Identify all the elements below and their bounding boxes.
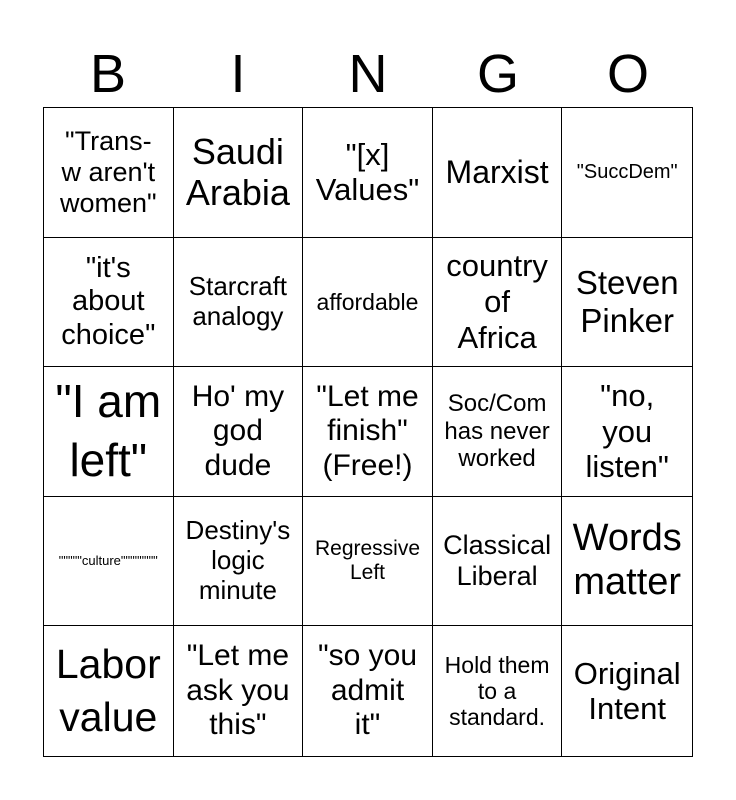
cell-text: Labor value bbox=[55, 640, 161, 741]
bingo-cell[interactable] bbox=[174, 497, 304, 627]
bingo-cell[interactable] bbox=[44, 626, 174, 756]
cell-text: Words matter bbox=[572, 517, 682, 604]
bingo-cell[interactable] bbox=[303, 497, 433, 627]
header-letter-n: N bbox=[348, 44, 388, 104]
bingo-cell[interactable] bbox=[174, 367, 304, 497]
cell-text: "it's about choice" bbox=[61, 251, 156, 351]
cell-text: "SuccDem" bbox=[576, 160, 678, 183]
cell-text: Soc/Com has never worked bbox=[444, 390, 550, 473]
cell-text: "Let me finish" (Free!) bbox=[316, 379, 419, 482]
bingo-cell[interactable] bbox=[433, 108, 563, 238]
bingo-cell[interactable] bbox=[303, 108, 433, 238]
bingo-cell[interactable] bbox=[303, 367, 433, 497]
bingo-cell[interactable] bbox=[44, 108, 174, 238]
cell-text: "no, you listen" bbox=[585, 378, 669, 485]
cell-text: "Let me ask you this" bbox=[186, 639, 290, 742]
bingo-cell[interactable] bbox=[562, 108, 692, 238]
bingo-cell[interactable] bbox=[433, 497, 563, 627]
cell-text: "[x] Values" bbox=[315, 136, 420, 208]
cell-text: Steven Pinker bbox=[575, 263, 679, 339]
bingo-cell[interactable] bbox=[433, 626, 563, 756]
bingo-cell[interactable] bbox=[433, 367, 563, 497]
cell-text: Hold them to a standard. bbox=[444, 651, 550, 731]
cell-text: Starcraft analogy bbox=[188, 271, 288, 331]
bingo-cell[interactable] bbox=[562, 238, 692, 368]
cell-text: "I am left" bbox=[55, 374, 162, 487]
bingo-cell[interactable] bbox=[303, 626, 433, 756]
bingo-cell[interactable] bbox=[44, 497, 174, 627]
cell-text: "so you admit it" bbox=[317, 639, 418, 742]
cell-text: Regressive Left bbox=[314, 536, 421, 585]
bingo-cell[interactable] bbox=[44, 238, 174, 368]
cell-text: Original Intent bbox=[573, 655, 681, 727]
header-letter-i: I bbox=[230, 44, 246, 104]
cell-text: Ho' my god dude bbox=[191, 379, 285, 482]
cell-text: Destiny's logic minute bbox=[185, 515, 291, 606]
cell-text: country of Africa bbox=[446, 248, 548, 355]
bingo-cell[interactable] bbox=[562, 367, 692, 497]
cell-text: "Trans- w aren't women" bbox=[59, 125, 157, 218]
header-letter-g: G bbox=[476, 44, 519, 104]
cell-text: affordable bbox=[316, 288, 419, 315]
bingo-cell[interactable] bbox=[562, 626, 692, 756]
bingo-cell[interactable] bbox=[174, 626, 304, 756]
bingo-cell[interactable] bbox=[174, 238, 304, 368]
cell-text: Saudi Arabia bbox=[185, 130, 290, 214]
bingo-cell[interactable] bbox=[44, 367, 174, 497]
cell-text: Classical Liberal bbox=[443, 530, 552, 592]
header-letter-o: O bbox=[606, 44, 649, 104]
bingo-header bbox=[43, 40, 693, 108]
bingo-cell[interactable] bbox=[303, 238, 433, 368]
bingo-cell[interactable] bbox=[174, 108, 304, 238]
header-letter-b: B bbox=[89, 44, 127, 104]
cell-text: """""culture"""""""" bbox=[58, 552, 158, 568]
bingo-cell[interactable] bbox=[433, 238, 563, 368]
bingo-cell[interactable] bbox=[562, 497, 692, 627]
bingo-board bbox=[43, 107, 693, 757]
cell-text: Marxist bbox=[445, 153, 549, 190]
